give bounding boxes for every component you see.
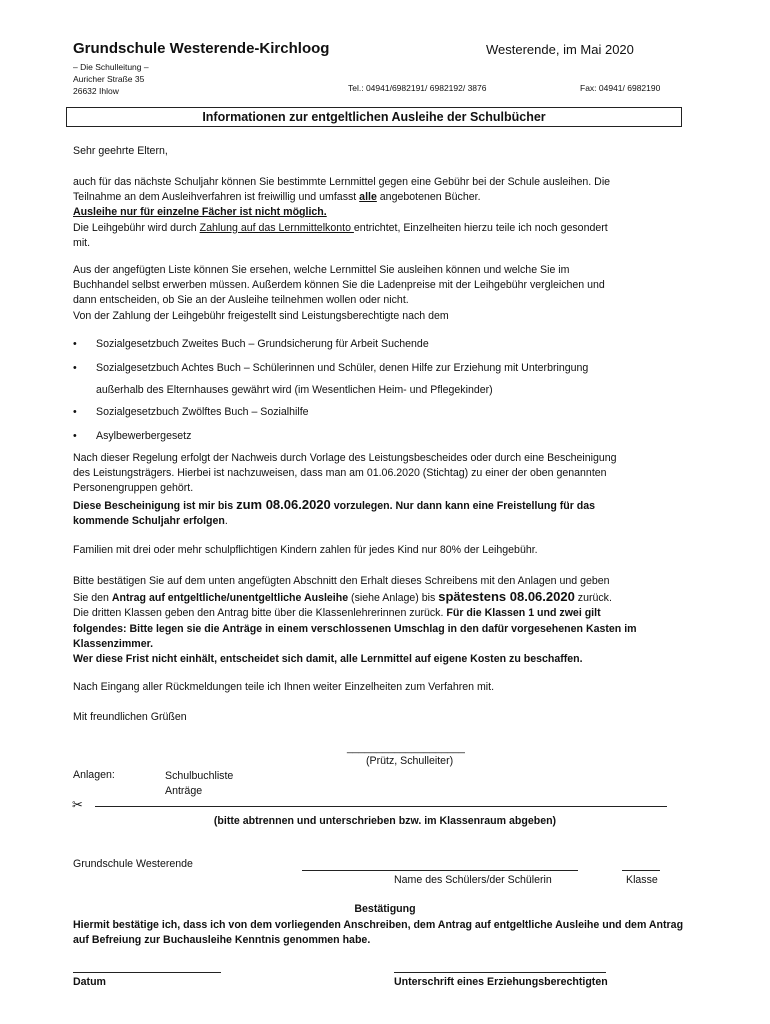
p5-line: Bitte bestätigen Sie auf dem unten angefügten Abschnitt den Erhalt dieses Schreibens mit den Anlagen und geben xyxy=(73,575,610,587)
bullet-item: Asylbewerbergesetz xyxy=(96,430,192,442)
p3-deadline xyxy=(73,497,685,514)
document-title: Informationen zur entgeltlichen Ausleihe der Schulbücher xyxy=(66,107,682,127)
cut-instruction: (bitte abtrennen und unterschrieben bzw. im Klassenraum abgeben) xyxy=(213,815,557,827)
scissors-icon: ✂ xyxy=(72,797,83,812)
p3-text: kommende Schuljahr erfolgen xyxy=(73,514,225,527)
paragraph-3 xyxy=(73,451,685,529)
p3-line: Nach dieser Regelung erfolgt der Nachweis durch Vorlage des Leistungsbescheides oder durch eine Bescheinigung xyxy=(73,452,617,464)
bullet-mark: • xyxy=(73,406,77,418)
p5-deadline-date: spätestens 08.06.2020 xyxy=(438,589,575,605)
p5-warning: Wer diese Frist nicht einhält, entscheidet sich damit, alle Lernmittel auf eigene Kosten zu beschaffen. xyxy=(73,653,583,666)
p1-note-single-subjects: Ausleihe nur für einzelne Fächer ist nicht möglich. xyxy=(73,206,327,219)
p5-line xyxy=(73,606,685,621)
bullet-item: Sozialgesetzbuch Zwölftes Buch – Sozialhilfe xyxy=(96,406,309,418)
p2-line: Aus der angefügten Liste können Sie ersehen, welche Lernmittel Sie ausleihen können und welche Sie im xyxy=(73,264,570,276)
fax: Fax: 04941/ 6982190 xyxy=(580,83,661,93)
attachments-list xyxy=(165,769,233,799)
p1-text: angebotenen Bücher. xyxy=(376,191,481,204)
attachment-item: Schulbuchliste xyxy=(165,770,234,782)
p5-text: Die dritten Klassen geben den Antrag bitte über die Klassenlehrerinnen zurück. xyxy=(73,607,447,620)
place-date: Westerende, im Mai 2020 xyxy=(486,42,634,57)
guardian-signature-field[interactable] xyxy=(394,972,606,973)
salutation xyxy=(73,144,685,159)
form-school-name: Grundschule Westerende xyxy=(73,858,193,870)
p1-line: mit. xyxy=(73,236,91,249)
p5-text: (siehe Anlage) bis xyxy=(348,592,439,605)
paragraph-4 xyxy=(73,543,685,558)
school-address xyxy=(73,61,149,97)
paragraph-2 xyxy=(73,263,685,324)
date-label: Datum xyxy=(73,976,106,988)
p1-line xyxy=(73,190,685,205)
p3-text: . xyxy=(224,514,228,527)
telephone: Tel.: 04941/6982191/ 6982192/ 3876 xyxy=(348,83,487,93)
p5-text: Sie den xyxy=(73,592,112,605)
date-field[interactable] xyxy=(73,972,221,973)
paragraph-6 xyxy=(73,680,685,695)
salutation-text: Sehr geehrte Eltern, xyxy=(73,145,168,157)
class-field[interactable] xyxy=(622,870,660,871)
attachment-item: Anträge xyxy=(165,785,203,797)
p2-line: dann entscheiden, ob Sie an der Ausleihe teilnehmen wollen oder nicht. xyxy=(73,294,409,307)
bullet-item: Sozialgesetzbuch Zweites Buch – Grundsicherung für Arbeit Suchende xyxy=(96,338,429,350)
p1-payment-method: Zahlung auf das Lernmittelkonto xyxy=(199,221,354,234)
bullet-item: Sozialgesetzbuch Achtes Buch – Schülerinnen und Schüler, denen Hilfe zur Erziehung mit Unterbringung xyxy=(96,362,589,374)
bullet-mark: • xyxy=(73,430,77,442)
signature-name: (Prütz, Schulleiter) xyxy=(366,755,454,767)
address-line: 26632 Ihlow xyxy=(73,86,119,96)
student-name-label: Name des Schülers/der Schülerin xyxy=(394,874,552,886)
closing-text: Mit freundlichen Grüßen xyxy=(73,711,187,723)
p3-text: Diese Bescheinigung ist mir bis xyxy=(73,499,237,512)
p5-text: zurück. xyxy=(574,592,612,605)
p3-text: vorzulegen. Nur dann kann eine Freistellung für das xyxy=(330,499,596,512)
student-name-field[interactable] xyxy=(302,870,578,871)
p5-text-bold: Für die Klassen 1 und zwei gilt xyxy=(446,607,601,620)
p4-text: Familien mit drei oder mehr schulpflichtigen Kindern zahlen für jedes Kind nur 80% der Leihgebühr. xyxy=(73,544,538,556)
paragraph-5 xyxy=(73,574,685,667)
class-label: Klasse xyxy=(626,874,658,886)
p1-text: Teilnahme an dem Ausleihverfahren ist freiwillig und umfasst xyxy=(73,191,360,204)
p1-emphasis-all: alle xyxy=(359,191,377,204)
p1-text: Die Leihgebühr wird durch xyxy=(73,221,200,234)
p6-text: Nach Eingang aller Rückmeldungen teile ich Ihnen weiter Einzelheiten zum Verfahren mit. xyxy=(73,681,495,693)
p5-application: Antrag auf entgeltliche/unentgeltliche Ausleihe xyxy=(111,592,349,605)
p3-deadline-date: zum 08.06.2020 xyxy=(236,496,331,512)
p2-line: Von der Zahlung der Leihgebühr freigestellt sind Leistungsberechtigte nach dem xyxy=(73,309,449,322)
cut-line xyxy=(95,806,667,807)
p3-line: Personengruppen gehört. xyxy=(73,482,194,495)
p2-line: Buchhandel selbst erwerben müssen. Außerdem können Sie die Ladenpreise mit der Leihgebühr vergleichen und xyxy=(73,279,605,292)
attachments-label: Anlagen: xyxy=(73,769,115,781)
address-line: Auricher Straße 35 xyxy=(73,74,145,84)
bullet-mark: • xyxy=(73,338,77,350)
school-name: Grundschule Westerende-Kirchloog xyxy=(73,40,330,57)
signature-line: ____________________ xyxy=(347,742,465,754)
p3-line: des Leistungsträgers. Hierbei ist nachzuweisen, dass man am 01.06.2020 (Stichtag) zu einer der oben genannten xyxy=(73,467,607,480)
p5-line: folgendes: Bitte legen sie die Anträge in einem verschlossenen Umschlag in den dafür vorgesehenen Kasten im xyxy=(73,622,637,635)
closing xyxy=(73,710,685,725)
bullet-item-continuation: außerhalb des Elternhauses gewährt wird (im Wesentlichen Heim- und Pflegekinder) xyxy=(96,384,493,396)
p1-line xyxy=(73,221,685,236)
bullet-mark: • xyxy=(73,362,77,374)
paragraph-1 xyxy=(73,175,685,251)
p3-line xyxy=(73,514,685,529)
address-line: – Die Schulleitung – xyxy=(73,62,149,72)
guardian-signature-label: Unterschrift eines Erziehungsberechtigten xyxy=(394,976,608,988)
p1-line: auch für das nächste Schuljahr können Sie bestimmte Lernmittel gegen eine Gebühr bei der Schule ausleihen. Die xyxy=(73,176,611,188)
p5-line xyxy=(73,589,685,606)
confirmation-text: Hiermit bestätige ich, dass ich von dem vorliegenden Anschreiben, dem Antrag auf entgeltliche Ausleihe und dem Antrag auf Befreiung zur Buchausleihe Kenntnis genommen habe. xyxy=(73,919,684,946)
confirmation-heading: Bestätigung xyxy=(354,903,416,915)
p1-text: entrichtet, Einzelheiten hierzu teile ich noch gesondert xyxy=(353,221,608,234)
p5-line: Klassenzimmer. xyxy=(73,637,154,650)
